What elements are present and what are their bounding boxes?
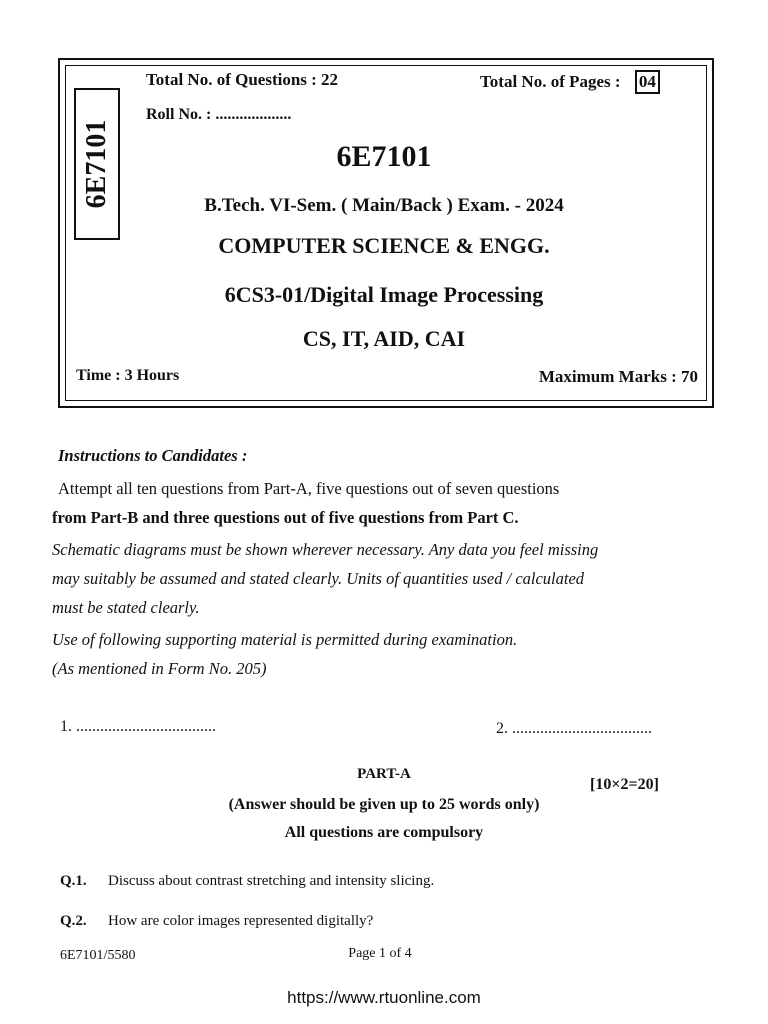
material-blank-2: 2. ................................... [496,720,652,737]
max-marks: Maximum Marks : 70 [538,367,698,386]
instruction-line-5: must be stated clearly. [52,598,200,617]
footer-url[interactable]: https://www.rtuonline.com [287,988,481,1007]
exam-title: B.Tech. VI-Sem. ( Main/Back ) Exam. - 2024 [204,195,564,216]
instruction-line-3: Schematic diagrams must be shown wherever necessary. Any data you feel missing [52,540,599,559]
paper-code-vertical-box [74,88,120,240]
question-row [60,913,373,930]
paper-code: 6E7101 [336,140,432,173]
part-a-note: (Answer should be given up to 25 words only) [228,796,540,813]
material-blank-1: 1. ................................... [60,718,216,735]
instruction-line-2: from Part-B and three questions out of five questions from Part C. [52,508,519,527]
question-number: Q.1. [60,873,87,889]
instructions-heading: Instructions to Candidates : [58,446,248,465]
question-row [60,873,434,890]
streams: CS, IT, AID, CAI [302,326,466,351]
roll-no: Roll No. : ................... [146,106,292,123]
time: Time : 3 Hours [76,367,180,384]
instruction-line-7: (As mentioned in Form No. 205) [52,659,267,678]
instruction-line-4: may suitably be assumed and stated clearly. Units of quantities used / calculated [52,569,585,588]
question-number: Q.2. [60,913,87,929]
footer-code: 6E7101/5580 [60,948,136,963]
instruction-line-1: Attempt all ten questions from Part-A, five questions out of seven questions [58,479,560,498]
total-questions: Total No. of Questions : 22 [146,70,339,89]
subject-title: 6CS3-01/Digital Image Processing [224,282,544,307]
branch-title: COMPUTER SCIENCE & ENGG. [218,233,550,258]
total-pages-label: Total No. of Pages : [480,72,621,91]
part-a-title: PART-A [357,766,411,782]
paper-code-vertical: 6E7101 [81,119,112,209]
question-text: Discuss about contrast stretching and intensity slicing. [108,873,435,889]
footer-page: Page 1 of 4 [348,946,412,961]
part-a-marks: [10×2=20] [590,776,659,793]
total-pages [480,70,660,94]
instruction-line-6: Use of following supporting material is permitted during examination. [52,630,518,649]
question-text: How are color images represented digitally? [108,913,374,929]
total-pages-value: 04 [635,70,660,94]
part-a-compulsory: All questions are compulsory [284,824,484,841]
